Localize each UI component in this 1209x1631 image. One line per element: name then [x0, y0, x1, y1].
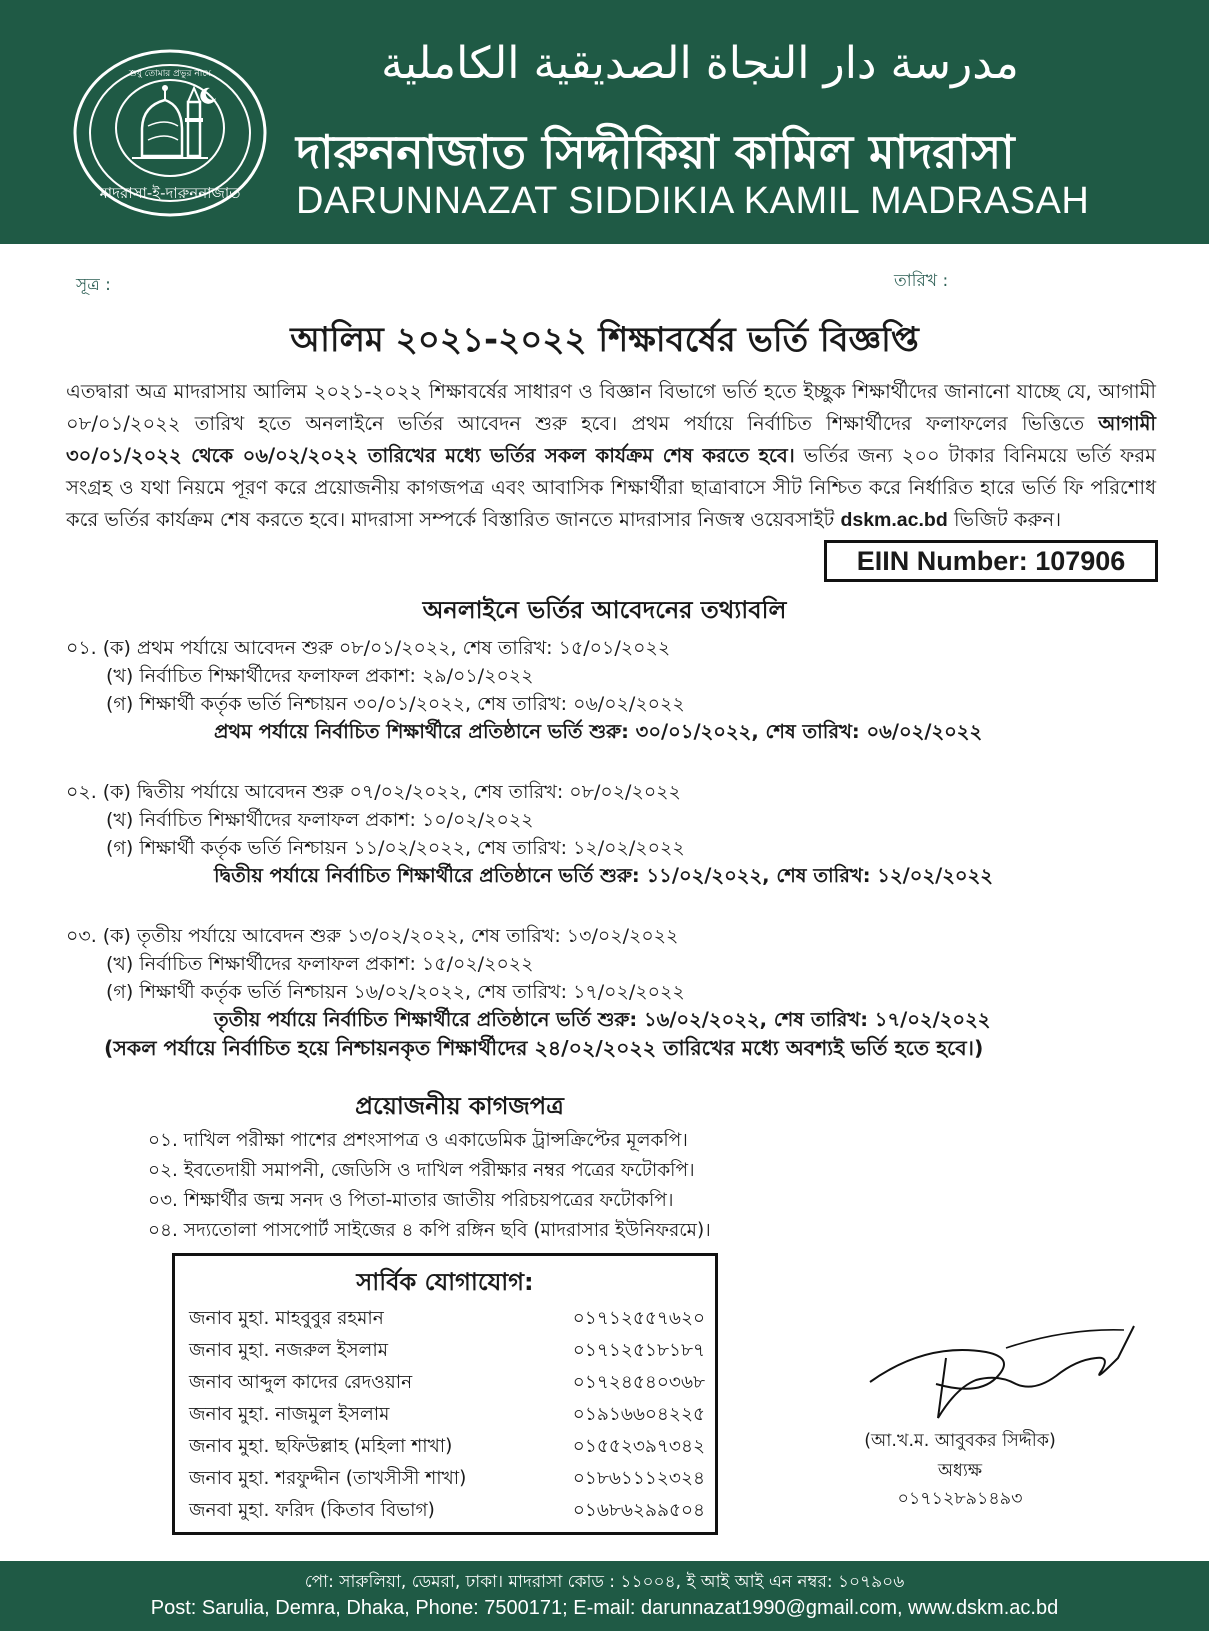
contact-phone: ০১৭১২৫৫৭৬২০ — [572, 1308, 705, 1329]
phase-1-summary: প্রথম পর্যায়ে নির্বাচিত শিক্ষার্থীরে প্রতিষ্ঠানে ভর্তি শুরু: ৩০/০১/২০২২, শেষ তারিখ: ০৬/০২/২০২২ — [214, 720, 983, 743]
eiin-number-box: EIIN Number: 107906 — [824, 540, 1158, 582]
bangla-institution-name: দারুননাজাত সিদ্দীকিয়া কামিল মাদরাসা — [296, 125, 1015, 179]
footer-address-bangla: পো: সারুলিয়া, ডেমরা, ঢাকা। মাদরাসা কোড : ১১০০৪, ই আই আই এন নম্বর: ১০৭৯০৬ — [304, 1572, 905, 1592]
contact-name: জনাব আব্দুল কাদের রেদওয়ান — [189, 1372, 413, 1393]
signatory-name: (আ.খ.ম. আবুবকর সিদ্দীক) — [864, 1431, 1056, 1451]
madrasah-logo — [70, 48, 270, 218]
phase-3-result: (খ) নির্বাচিত শিক্ষার্থীদের ফলাফল প্রকাশ: ১৫/০২/২০২২ — [106, 953, 534, 975]
arabic-calligraphy-title: مدرسة دار النجاة الصديقية الكاملية — [381, 38, 1019, 89]
document-item: ০২. ইবতেদায়ী সমাপনী, জেডিসি ও দাখিল পরীক্ষার নম্বর পত্রের ফটোকপি। — [148, 1160, 695, 1181]
contact-phone: ০১৯১৬৬০৪২২৫ — [572, 1404, 705, 1425]
contact-row — [189, 1336, 705, 1366]
phase-1-apply: ০১. (ক) প্রথম পর্যায়ে আবেদন শুরু ০৮/০১/২০২২, শেষ তারিখ: ১৫/০১/২০২২ — [66, 637, 671, 659]
contact-phone: ০১৫৫২৩৯৭৩৪২ — [572, 1436, 705, 1457]
contact-name: জনাব মুহা. ছফিউল্লাহ (মহিলা শাখা) — [189, 1436, 453, 1457]
principal-signature — [866, 1318, 1136, 1426]
phase-2-apply: ০২. (ক) দ্বিতীয় পর্যায়ে আবেদন শুরু ০৭/০২/২০২২, শেষ তারিখ: ০৮/০২/২০২২ — [66, 781, 681, 803]
svg-text:শুধু তোমার প্রভুর নামে: শুধু তোমার প্রভুর নামে — [129, 69, 211, 79]
signatory-designation: অধ্যক্ষ — [937, 1461, 983, 1481]
contact-name: জনবা মুহা. ফরিদ (কিতাব বিভাগ) — [189, 1500, 435, 1521]
online-info-heading: অনলাইনে ভর্তির আবেদনের তথ্যাবলি — [422, 596, 787, 624]
phase-2-summary: দ্বিতীয় পর্যায়ে নির্বাচিত শিক্ষার্থীরে প্রতিষ্ঠানে ভর্তি শুরু: ১১/০২/২০২২, শেষ তারিখ: ১২/০২/২০২২ — [214, 864, 993, 887]
website-link[interactable]: dskm.ac.bd — [840, 509, 948, 531]
body-text-bold: আগামী ৩০/০১/২০২২ থেকে ০৬/০২/২০২২ তারিখের মধ্যে ভর্তির সকল কার্যক্রম শেষ করতে হবে। — [66, 412, 1157, 467]
reference-label: সূত্র : — [76, 275, 111, 295]
documents-heading: প্রয়োজনীয় কাগজপত্র — [355, 1092, 564, 1120]
contact-name: জনাব মুহা. শরফুদ্দীন (তাখসীসী শাখা) — [189, 1468, 467, 1489]
english-institution-name: DARUNNAZAT SIDDIKIA KAMIL MADRASAH — [296, 180, 1090, 222]
phase-1-result: (খ) নির্বাচিত শিক্ষার্থীদের ফলাফল প্রকাশ: ২৯/০১/২০২২ — [106, 665, 534, 687]
phase-2-confirm: (গ) শিক্ষার্থী কর্তৃক ভর্তি নিশ্চায়ন ১১/০২/২০২২, শেষ তারিখ: ১২/০২/২০২২ — [106, 837, 685, 859]
document-item: ০৩. শিক্ষার্থীর জন্ম সনদ ও পিতা-মাতার জাতীয় পরিচয়পত্রের ফটোকপি। — [148, 1190, 674, 1211]
phase-1-confirm: (গ) শিক্ষার্থী কর্তৃক ভর্তি নিশ্চায়ন ৩০/০১/২০২২, শেষ তারিখ: ০৬/০২/২০২২ — [106, 693, 685, 715]
contact-row — [189, 1464, 705, 1494]
svg-text:মাদরাসা-ই-দারুননাজাত: মাদরাসা-ই-দারুননাজাত — [99, 184, 241, 202]
phase-3-summary: তৃতীয় পর্যায়ে নির্বাচিত শিক্ষার্থীরে প্রতিষ্ঠানে ভর্তি শুরু: ১৬/০২/২০২২, শেষ তারিখ: ১৭/০২/২০২২ — [214, 1008, 991, 1031]
contact-row — [189, 1496, 705, 1526]
phase-3-apply: ০৩. (ক) তৃতীয় পর্যায়ে আবেদন শুরু ১৩/০২/২০২২, শেষ তারিখ: ১৩/০২/২০২২ — [66, 925, 679, 947]
contact-heading: সার্বিক যোগাযোগ: — [356, 1268, 534, 1296]
contact-phone: ০১৭২৪৫৪০৩৬৮ — [572, 1372, 705, 1393]
letterhead-footer — [0, 1561, 1209, 1631]
contact-phone: ০১৮৬১১১২৩২৪ — [572, 1468, 705, 1489]
phase-2-result: (খ) নির্বাচিত শিক্ষার্থীদের ফলাফল প্রকাশ: ১০/০২/২০২২ — [106, 809, 534, 831]
admission-deadline-note: (সকল পর্যায়ে নির্বাচিত হয়ে নিশ্চায়নকৃত শিক্ষার্থীদের ২৪/০২/২০২২ তারিখের মধ্যে অবশ্যই ভর্তি হতে হবে।) — [104, 1036, 984, 1060]
phase-3-confirm: (গ) শিক্ষার্থী কর্তৃক ভর্তি নিশ্চায়ন ১৬/০২/২০২২, শেষ তারিখ: ১৭/০২/২০২২ — [106, 981, 685, 1003]
document-item: ০১. দাখিল পরীক্ষা পাশের প্রশংসাপত্র ও একাডেমিক ট্রান্সক্রিপ্টের মূলকপি। — [148, 1130, 688, 1151]
contact-name: জনাব মুহা. মাহবুবুর রহমান — [189, 1308, 384, 1329]
document-item: ০৪. সদ্যতোলা পাসপোর্ট সাইজের ৪ কপি রঙ্গিন ছবি (মাদরাসার ইউনিফরমে)। — [148, 1220, 711, 1241]
body-text-part2: ভর্তির জন্য ২০০ টাকার বিনিময়ে ভর্তি ফরম সংগ্রহ ও যথা নিয়মে পূরণ করে প্রয়োজনীয় কাগজপত্র এবং আবাসিক শিক্ষার্থীরা ছাত্রাবাসে সীট নিশ্চিত করে নির্ধারিত হারে ভর্তি ফি পরিশোধ করে ভর্তির কার্যক্রম শেষ করতে হবে। মাদরাসা সম্পর্কে বিস্তারিত জানতে মাদরাসার নিজস্ব ওয়েবসাইট — [66, 444, 1156, 531]
contact-box — [172, 1253, 718, 1535]
contact-name: জনাব মুহা. নাজমুল ইসলাম — [189, 1404, 390, 1425]
footer-contact-english: Post: Sarulia, Demra, Dhaka, Phone: 7500171; E-mail: darunnazat1990@gmail.com, www.dskm.ac.bd — [150, 1597, 1059, 1619]
contact-phone: ০১৬৮৬২৯৯৫০৪ — [572, 1500, 705, 1521]
body-text-part1: এতদ্বারা অত্র মাদরাসায় আলিম ২০২১-২০২২ শিক্ষাবর্ষের সাধারণ ও বিজ্ঞান বিভাগে ভর্তি হতে ইচ্ছুক শিক্ষার্থীদের জানানো যাচ্ছে যে, আগামী ০৮/০১/২০২২ তারিখ হতে অনলাইনে ভর্তির আবেদন শুরু হবে। প্রথম পর্যায়ে নির্বাচিত শিক্ষার্থীদের ফলাফলের ভিত্তিতে — [66, 380, 1156, 435]
contact-name: জনাব মুহা. নজরুল ইসলাম — [189, 1340, 388, 1361]
notice-title: আলিম ২০২১-২০২২ শিক্ষাবর্ষের ভর্তি বিজ্ঞপ্তি — [290, 320, 919, 360]
contact-row — [189, 1432, 705, 1462]
signatory-phone: ০১৭১২৮৯১৪৯৩ — [897, 1489, 1023, 1509]
contact-phone: ০১৭১২৫১৮১৮৭ — [572, 1340, 705, 1361]
notice-body — [66, 376, 1156, 536]
body-text-part3: ভিজিট করুন। — [953, 508, 1062, 531]
contact-row — [189, 1368, 705, 1398]
date-label: তারিখ : — [894, 271, 949, 291]
contact-row — [189, 1304, 705, 1334]
letterhead-header — [0, 0, 1209, 244]
contact-row — [189, 1400, 705, 1430]
